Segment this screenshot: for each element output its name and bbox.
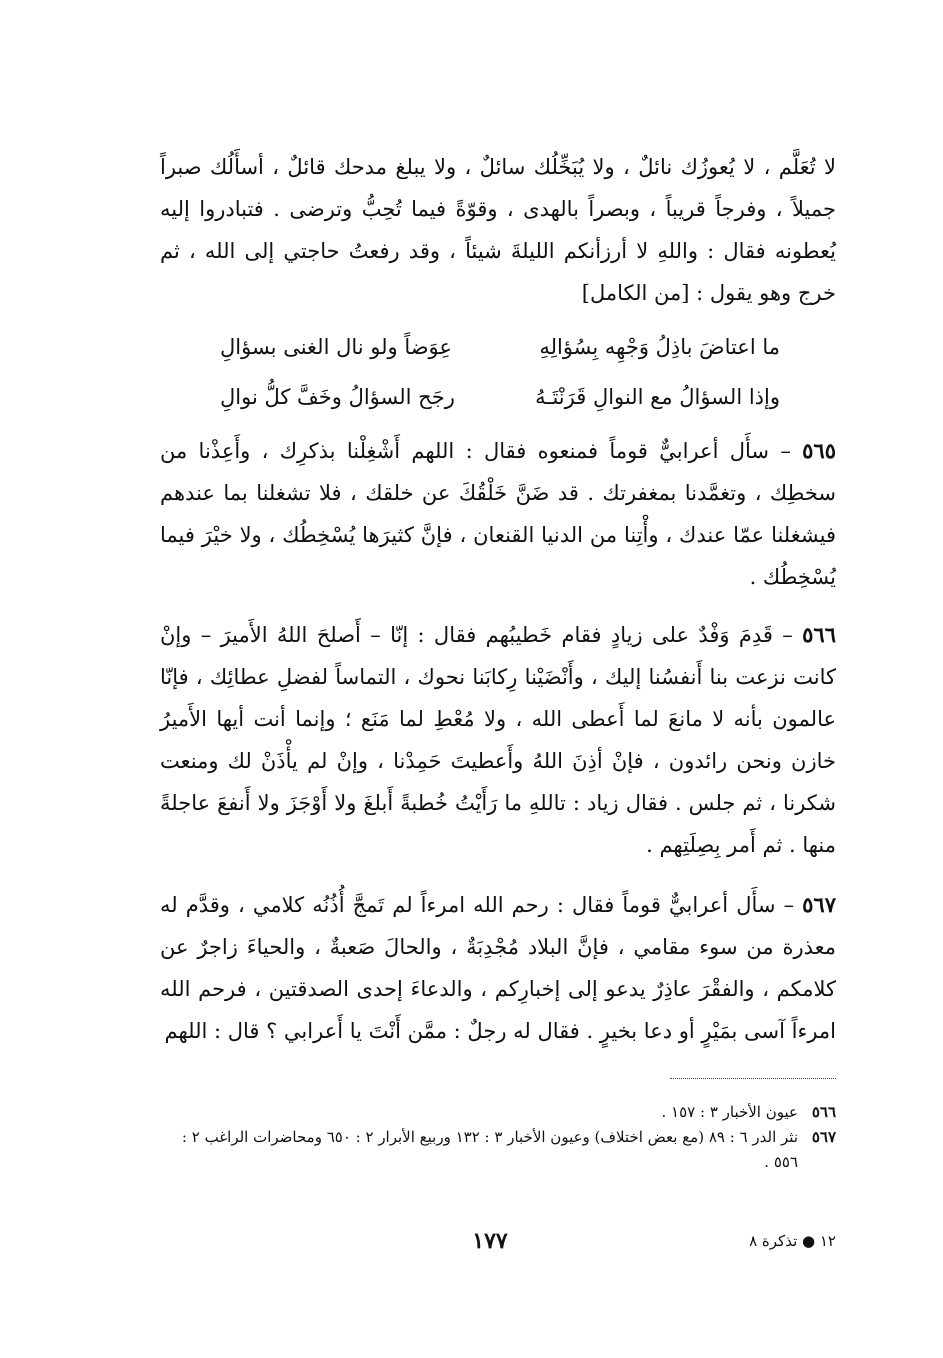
poem-verse <box>220 322 780 372</box>
footnote-text: عيون الأخبار ٣ : ١٥٧ . <box>661 1103 798 1121</box>
anecdote-number: ٥٦٥ <box>802 438 836 463</box>
poem-verse <box>220 372 780 422</box>
poem <box>220 322 780 422</box>
number-separator: – <box>782 623 793 647</box>
poem-hemistich-first: ما اعتاضَ باذِلُ وَجْهِه بِسُؤالِهِ <box>539 335 780 359</box>
anecdote-565 <box>160 430 836 598</box>
footnote-divider <box>670 1078 836 1079</box>
footnote-item <box>160 1100 836 1125</box>
anecdote-number: ٥٦٦ <box>802 622 836 647</box>
poem-hemistich-second: عِوَضاً ولو نال الغنى بسؤالِ <box>220 335 452 359</box>
number-separator: – <box>780 439 791 463</box>
poem-hemistich-first: وإذا السؤالُ مع النوالِ قَرَنْتَـهُ <box>535 385 780 409</box>
anecdote-paragraph <box>160 430 836 598</box>
anecdote-number: ٥٦٧ <box>802 892 836 917</box>
intro-block <box>160 146 836 314</box>
footnote-number: ٥٦٧ <box>811 1128 836 1146</box>
anecdote-text: سأَل أعرابيٌّ قوماً فقال : رحم الله امرءاً لم تَمجَّ أُذُنُه كلامي ، وقدَّم له معذرة من سوء مقامي ، فإنَّ البلاد مُجْدِبَةٌ ، والحالَ صَعبةٌ ، والحياءَ زاجرٌ عن كلامكم ، والفقْرَ عاذِرٌ يدعو إلى إخبارِكم ، والدعاءَ إحدى الصدقتين ، فرحم الله امرءاً آسى بمَيْرٍ أو دعا بخيرٍ . فقال له رجلٌ : ممَّن أَنْتَ يا أَعرابي ؟ قال : اللهم <box>160 893 836 1043</box>
page-number: ١٧٧ <box>472 1228 508 1254</box>
number-separator: – <box>783 893 795 917</box>
intro-paragraph: لا تُعَلَّم ، لا يُعوزُك نائلٌ ، ولا يُبَخِّلُك سائلٌ ، ولا يبلغ مدحك قائلٌ ، أسأَلُك صبراً جميلاً ، وفرجاً قريباً ، وبصراً بالهدى ، وقوّةً فيما تُحِبُّ وترضى . فتبادروا إليه يُعطونه فقال : واللهِ لا أرزأنكم الليلةَ شيئاً ، وقد رفعتُ حاجتي إلى الله ، ثم خرج وهو يقول : [من الكامل] <box>160 155 836 305</box>
anecdote-text: سأَل أعرابيٌّ قوماً فمنعوه فقال : اللهم أَشْغِلْنا بذكرِك ، وأَعِذْنا من سخطِك ، وتغمَّدنا بمغفرتك . قد ضَنَّ خَلْقُكَ عن خلقك ، فلا تشغلنا بما عندهم فيشغلنا عمّا عندك ، وأْتِنا من الدنيا القنعان ، فإنَّ كثيرَها يُسْخِطُك ، ولا خيْرَ فيما يُسْخِطُك . <box>160 439 836 589</box>
footnotes <box>160 1100 836 1175</box>
anecdote-567 <box>160 884 836 1052</box>
printer-signature: ١٢ ● تذكرة ٨ <box>749 1232 836 1250</box>
anecdote-text: قَدِمَ وَفْدٌ على زيادٍ فقام خَطيبُهم فقال : إنّا – أَصلحَ اللهُ الأَميرَ – وإنْ كانت نزعت بنا أَنفسُنا إليك ، وأَنْضَيْنا رِكابَنا نحوك ، التماساً لفضلِ عطائِك ، فإنّا عالمون بأنه لا مانعَ لما أَعطى الله ، ولا مُعْطِ لما مَنَع ؛ وإنما أنت أيها الأَميرُ خازن ونحن رائدون ، فإنْ أذِنَ اللهُ وأَعطيتَ حَمِدْنا ، وإنْ لم يأْذَنْ لك ومنعت شكرنا ، ثم جلس . فقال زياد : تاللهِ ما رَأَيْتُ خُطبةً أَبلغَ ولا أَوْجَزَ ولا أَنفعَ عاجلةً منها . ثم أَمر بِصِلَتِهم . <box>160 623 836 857</box>
anecdote-paragraph <box>160 614 836 866</box>
poem-hemistich-second: رجَح السؤالُ وخَفَّ كلُّ نوالِ <box>220 385 455 409</box>
anecdote-paragraph <box>160 884 836 1052</box>
footnote-number: ٥٦٦ <box>811 1103 836 1121</box>
anecdote-566 <box>160 614 836 866</box>
footnote-text: نثر الدر ٦ : ٨٩ (مع بعض اختلاف) وعيون الأخبار ٣ : ١٣٢ وربيع الأبرار ٢ : ٦٥٠ ومحاضرات الراغب ٢ : ٥٥٦ . <box>181 1128 798 1171</box>
footnote-item <box>160 1125 836 1175</box>
